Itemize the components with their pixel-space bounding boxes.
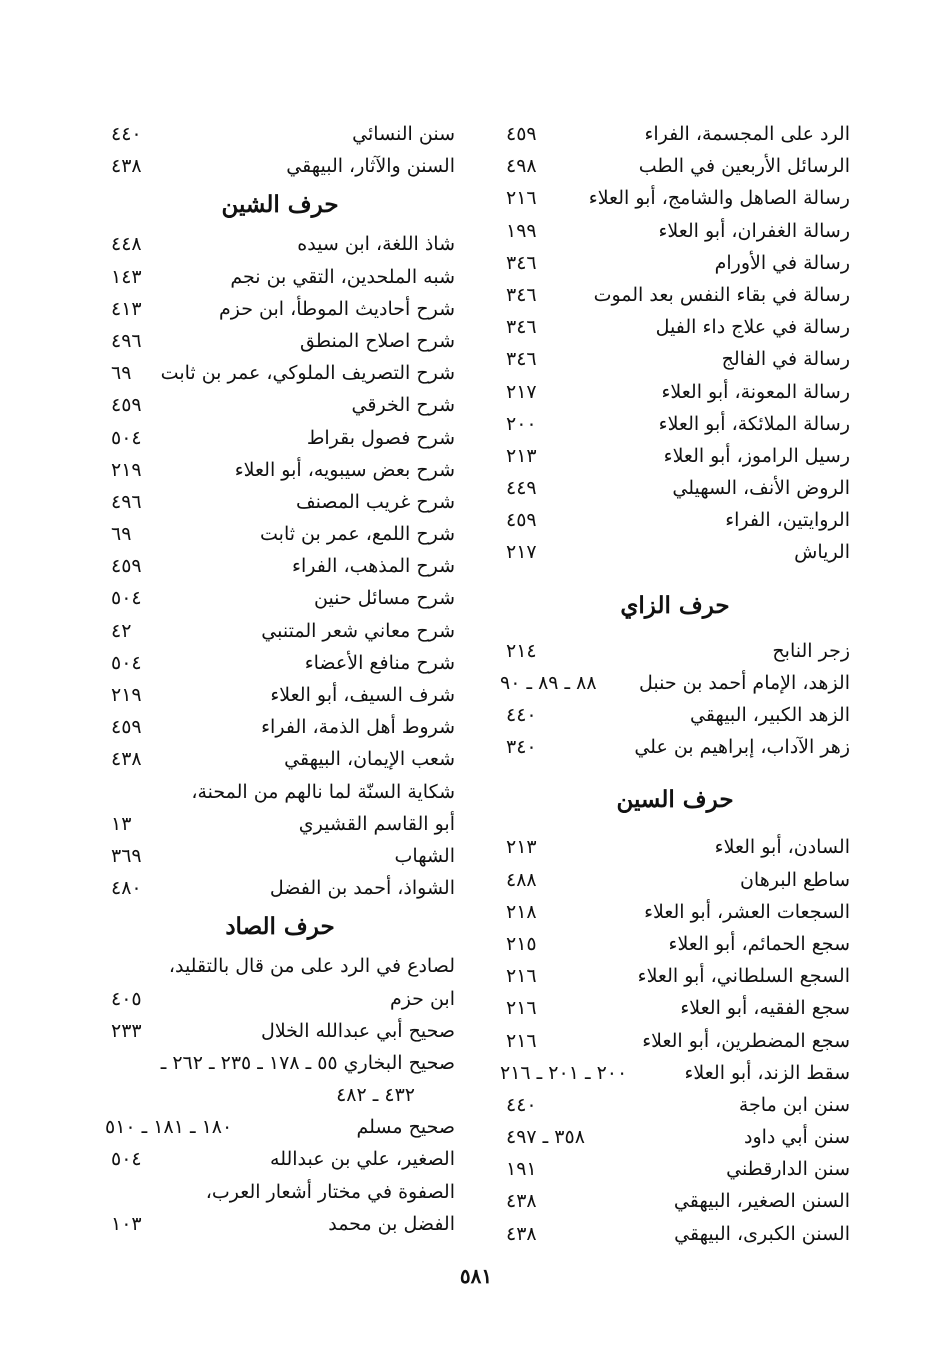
- index-group: [105, 228, 455, 775]
- entry-title: رسالة في الفالج: [721, 348, 850, 371]
- entry-continuation-line: شكاية السنّة لما نالهم من المحنة،: [191, 780, 455, 803]
- index-entry: [500, 376, 850, 408]
- entry-title: الزهد، الإمام أحمد بن حنبل: [638, 671, 850, 694]
- index-entry: [105, 872, 455, 904]
- entry-page: ٢١٦: [506, 997, 537, 1020]
- entry-title: سجع الفقيه، أبو العلاء: [680, 997, 850, 1020]
- index-group: [105, 983, 455, 1047]
- entry-page: ٢١٦: [506, 1029, 537, 1052]
- index-entry: [105, 1143, 455, 1175]
- entry-title: الروايتين، الفراء: [725, 509, 850, 532]
- entry-title: شرح معاني شعر المتنبي: [261, 619, 455, 642]
- entry-title: ساطع البرهان: [739, 868, 850, 891]
- index-entry: [500, 1089, 850, 1121]
- entry-page: ٨٨ ـ ٨٩ ـ ٩٠: [500, 671, 597, 694]
- entry-page: ٤٤٠: [506, 1093, 537, 1116]
- index-entry: [105, 1208, 455, 1240]
- entry-title: زجر النابح: [772, 639, 850, 662]
- entry-page: ٤٨٨: [506, 868, 537, 891]
- index-entry: [500, 667, 850, 699]
- section-heading-sin: حرف السين: [616, 786, 734, 814]
- index-entry: [105, 1015, 455, 1047]
- entry-title: شرح منافع الأعضاء: [304, 651, 455, 674]
- index-entry: [500, 343, 850, 375]
- entry-page: ٢١٦: [506, 965, 537, 988]
- entry-continuation-line: الصفوة في مختار أشعار العرب،: [205, 1180, 455, 1203]
- entry-page: ٢١٦: [506, 187, 537, 210]
- entry-title: شرح المذهب، الفراء: [292, 555, 455, 578]
- entry-page: ١٨٠ ـ ١٨١ ـ ٥١٠: [105, 1116, 233, 1139]
- index-entry: [105, 647, 455, 679]
- index-group: [500, 635, 850, 764]
- entry-page: ٢١٣: [506, 444, 537, 467]
- entry-title: السادن، أبو العلاء: [714, 836, 850, 859]
- index-entry: [105, 582, 455, 614]
- entry-page: ٢٣٣: [111, 1019, 142, 1042]
- entry-title: الفضل بن محمد: [328, 1212, 455, 1235]
- entry-page: ١٩٩: [506, 219, 537, 242]
- entry-title: صحيح مسلم: [356, 1116, 455, 1139]
- index-entry: [500, 150, 850, 182]
- index-entry: [500, 408, 850, 440]
- index-entry: [500, 182, 850, 214]
- index-entry: [500, 118, 850, 150]
- entry-title: الرسائل الأربعين في الطب: [638, 155, 850, 178]
- entry-title: رسالة المعونة، أبو العلاء: [661, 380, 850, 403]
- entry-title: الرياش: [794, 541, 850, 564]
- index-entry: [500, 215, 850, 247]
- entry-title: رسالة الصاهل والشامج، أبو العلاء: [588, 187, 850, 210]
- index-group: [500, 118, 850, 569]
- entry-page: ٣٤٠: [506, 736, 537, 759]
- entry-title: شرح بعض سيبويه، أبو العلاء: [234, 458, 455, 481]
- index-entry: [500, 731, 850, 763]
- section-heading-zay: حرف الزاي: [620, 591, 730, 619]
- entry-title: سقط الزند، أبو العلاء: [684, 1061, 850, 1084]
- index-entry: [500, 635, 850, 667]
- entry-title: رسالة في علاج داء الفيل: [655, 316, 850, 339]
- entry-title: السنن الكبرى، البيهقي: [674, 1222, 850, 1245]
- entry-title: الصغير، علي بن عبدالله: [270, 1148, 455, 1171]
- entry-title: صحيح أبي عبدالله الخلال: [261, 1019, 455, 1042]
- entry-page: ٤٠٥: [111, 987, 142, 1010]
- entry-title: شعب الإيمان، البيهقي: [284, 748, 455, 771]
- index-entry: [105, 293, 455, 325]
- entry-page: ٥٠٤: [111, 651, 142, 674]
- index-entry: [500, 960, 850, 992]
- entry-title: شرف السيف، أبو العلاء: [270, 684, 455, 706]
- entry-page: ٤٩٦: [111, 329, 142, 352]
- index-entry: [105, 1111, 455, 1143]
- entry-title: شرح اللمع، عمر بن ثابت: [260, 523, 455, 546]
- entry-title: شرح التصريف الملوكي، عمر بن ثابت: [160, 362, 455, 385]
- entry-page: ٢٠٠ ـ ٢٠١ ـ ٢١٦: [500, 1061, 628, 1084]
- entry-title: رسالة الملائكة، أبو العلاء: [658, 412, 850, 435]
- index-entry: [105, 615, 455, 647]
- entry-page: ٢١٧: [506, 380, 537, 403]
- entry-title: السنن الصغير، البيهقي: [673, 1190, 850, 1213]
- entry-page: ٢١٤: [506, 639, 537, 662]
- index-entry: [105, 325, 455, 357]
- entry-title: ابن حزم: [389, 987, 455, 1010]
- index-entry: [500, 1185, 850, 1217]
- entry-title: السجعات العشر، أبو العلاء: [644, 900, 850, 923]
- entry-title: سنن أبي داود: [744, 1126, 850, 1149]
- entry-page: ٢١٥: [506, 932, 537, 955]
- entry-page: ٢١٩: [111, 458, 142, 481]
- index-entry: [500, 536, 850, 568]
- entry-page: ٢١٩: [111, 684, 142, 706]
- entry-page: ٥٠٤: [111, 426, 142, 449]
- entry-title: الرد على المجسمة، الفراء: [644, 123, 850, 145]
- entry-page: ٤٥٩: [111, 394, 142, 417]
- index-group: [105, 1111, 455, 1175]
- index-group: [105, 118, 455, 182]
- index-entry: [105, 518, 455, 550]
- entry-page: ١٣: [111, 812, 132, 835]
- index-entry: [105, 711, 455, 743]
- left-column: [105, 118, 455, 1240]
- entry-title: زهر الآداب، إبراهيم بن علي: [634, 736, 850, 759]
- entry-title: سنن ابن ماجة: [738, 1093, 850, 1116]
- index-entry: [105, 422, 455, 454]
- entry-page: ٤٤٠: [111, 123, 142, 145]
- index-entry: [500, 440, 850, 472]
- entry-page: ٤٥٩: [111, 716, 142, 739]
- entry-title: شرح غريب المصنف: [295, 490, 455, 513]
- entry-title: السجع السلطاني، أبو العلاء: [637, 965, 850, 988]
- index-entry: [105, 118, 455, 150]
- entry-page: ٥٠٤: [111, 587, 142, 610]
- entry-page: ٤٤٠: [506, 704, 537, 726]
- entry-page: ٤٤٨: [111, 233, 142, 256]
- entry-title: الروض الأنف، السهيلي: [672, 477, 850, 500]
- index-entry: [105, 679, 455, 711]
- index-group: [105, 808, 455, 905]
- entry-title: سنن الدارقطني: [726, 1158, 850, 1181]
- index-entry: [500, 1025, 850, 1057]
- entry-title: شرح الخرقي: [351, 394, 455, 417]
- entry-page: ٤٣٨: [506, 1190, 537, 1213]
- entry-page: ٣٥٨ ـ ٤٩٧: [506, 1126, 585, 1149]
- index-entry: [105, 486, 455, 518]
- index-entry: [500, 831, 850, 863]
- section-heading-shin: حرف الشين: [221, 191, 339, 219]
- entry-page: ٢١٧: [506, 541, 537, 564]
- entry-title: شرح مسائل حنين: [313, 587, 455, 610]
- index-group: [500, 831, 850, 1249]
- entry-page: ٣٤٦: [506, 348, 537, 371]
- entry-title: شروط أهل الذمة، الفراء: [261, 716, 455, 739]
- index-entry: [105, 228, 455, 260]
- index-entry: [105, 389, 455, 421]
- index-entry: [105, 840, 455, 872]
- entry-page: ٢١٨: [506, 900, 537, 923]
- index-group: [105, 1208, 455, 1240]
- index-entry: [500, 311, 850, 343]
- index-entry: [500, 504, 850, 536]
- entry-continuation-line: صحيح البخاري ٥٥ ـ ١٧٨ ـ ٢٣٥ ـ ٢٦٢ ـ: [160, 1051, 455, 1074]
- entry-title: رسالة الغفران، أبو العلاء: [658, 219, 850, 242]
- entry-continuation-line: لصادع في الرد على من قال بالتقليد،: [168, 955, 455, 978]
- entry-page: ٣٤٦: [506, 251, 537, 274]
- entry-title: شرح أحاديث الموطأ، ابن حزم: [219, 297, 455, 320]
- entry-title: شبه الملحدين، التقي بن نجم: [230, 265, 455, 288]
- entry-title: الشهاب: [394, 844, 455, 867]
- index-entry: [105, 357, 455, 389]
- entry-title: شاذ اللغة، ابن سيده: [297, 233, 455, 256]
- index-entry: [500, 472, 850, 504]
- index-entry: [105, 261, 455, 293]
- index-entry: [105, 808, 455, 840]
- section-heading-sad: حرف الصاد: [225, 913, 335, 941]
- index-entry: [105, 743, 455, 775]
- entry-title: شرح فصول بقراط: [306, 426, 455, 449]
- entry-title: الشواذ، أحمد بن الفضل: [269, 877, 455, 900]
- entry-page: ٣٤٦: [506, 316, 537, 339]
- entry-title: رسالة في الأورام: [714, 251, 850, 274]
- page-number: ٥٨١: [459, 1264, 493, 1288]
- entry-page: ٤٤٩: [506, 477, 537, 500]
- entry-page: ٤٥٩: [111, 555, 142, 578]
- entry-page: ١٩١: [506, 1158, 537, 1181]
- entry-title: سجع المضطرين، أبو العلاء: [642, 1029, 850, 1052]
- index-entry: [500, 1153, 850, 1185]
- index-entry: [105, 454, 455, 486]
- entry-page: ٣٦٩: [111, 844, 142, 867]
- entry-page: ٤٥٩: [506, 123, 537, 145]
- index-entry: [105, 550, 455, 582]
- entry-title: رسالة في بقاء النفس بعد الموت: [593, 283, 850, 306]
- entry-page: ٥٠٤: [111, 1148, 142, 1171]
- entry-page: ١٠٣: [111, 1212, 142, 1235]
- entry-title: سنن النسائي: [352, 123, 455, 145]
- entry-title: أبو القاسم القشيري: [298, 812, 455, 835]
- entry-title: رسيل الراموز، أبو العلاء: [663, 444, 850, 467]
- entry-title: السنن والآثار، البيهقي: [286, 155, 455, 178]
- entry-page: ٢٠٠: [506, 412, 537, 435]
- index-entry: [500, 279, 850, 311]
- entry-title: سجع الحمائم، أبو العلاء: [668, 932, 850, 955]
- entry-page: ٤٣٨: [506, 1222, 537, 1245]
- entry-page: ٤٩٨: [506, 155, 537, 178]
- index-entry: [500, 992, 850, 1024]
- entry-title: الزهد الكبير، البيهقي: [689, 704, 850, 726]
- entry-page: ٤٣٨: [111, 748, 142, 771]
- entry-page: ٣٤٦: [506, 283, 537, 306]
- entry-page: ٤٣٨: [111, 155, 142, 178]
- entry-page: ٤٩٦: [111, 490, 142, 513]
- entry-title: شرح اصلاح المنطق: [300, 329, 455, 352]
- entry-page: ٤٥٩: [506, 509, 537, 532]
- index-entry: [500, 1121, 850, 1153]
- index-entry: [500, 896, 850, 928]
- entry-page: ٤٢: [111, 619, 132, 642]
- index-entry: [500, 928, 850, 960]
- entry-continuation-line: ٤٣٢ ـ ٤٨٢: [336, 1084, 415, 1107]
- index-entry: [500, 1218, 850, 1250]
- entry-page: ٦٩: [111, 362, 132, 385]
- entry-page: ٤٨٠: [111, 877, 142, 900]
- entry-page: ٢١٣: [506, 836, 537, 859]
- right-column: [500, 118, 850, 1250]
- index-entry: [105, 150, 455, 182]
- entry-page: ٦٩: [111, 523, 132, 546]
- entry-page: ٤١٣: [111, 297, 142, 320]
- index-entry: [500, 247, 850, 279]
- index-entry: [500, 864, 850, 896]
- index-entry: [500, 1057, 850, 1089]
- index-entry: [500, 699, 850, 731]
- index-entry: [105, 983, 455, 1015]
- entry-page: ١٤٣: [111, 265, 142, 288]
